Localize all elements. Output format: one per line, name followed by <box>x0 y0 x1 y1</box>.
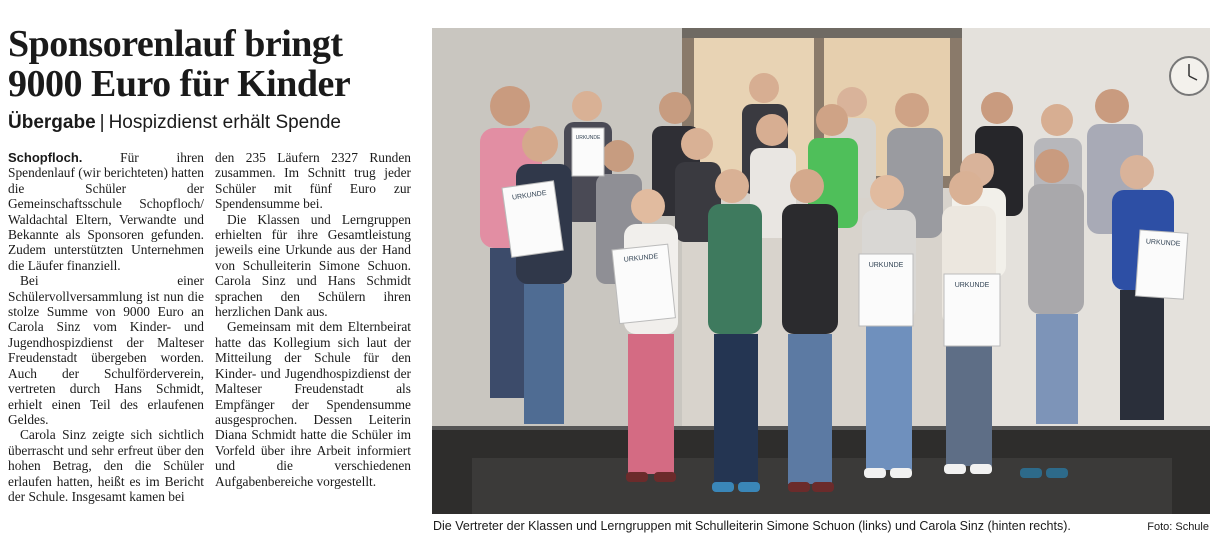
paragraph: Carola Sinz zeigte sich sichtlich überrascht und sehr erfreut über den hohen Betrag, den die Schüler erlaufen hatten, heißt es im Bericht der Schule. Insgesamt kamen bei <box>8 427 204 504</box>
photo-caption: Die Vertreter der Klassen und Lerngruppen mit Schulleiterin Simone Schuon (links) und Carola Sinz (hinten rechts). <box>433 519 1071 533</box>
photo-credit: Foto: Schule <box>1147 521 1209 533</box>
paragraph: Bei einer Schülervollversammlung ist nun die stolze Summe von 9000 Euro an Carola Sinz vom Kinder- und Jugendhospizdienst der Malteser Freudenstadt übergeben worden. Auch der Schulförderverein, vertreten durch Hans Schmidt, erhielt einen Teil des erlaufenen Geldes. <box>8 273 204 427</box>
certificate-label: URKUNDE <box>868 262 904 269</box>
paragraph: Die Klassen und Lerngruppen erhielten für ihre Gesamtleistung jeweils eine Urkunde aus der Hand von Schulleiterin Simone Schuon. Carola Sinz und Hans Schmidt sprachen den Schülern ihren herzlichen Dank aus. <box>215 211 411 320</box>
group-photo <box>432 28 1210 514</box>
certificate-label: URKUNDE <box>1145 238 1181 248</box>
paragraph: Gemeinsam mit dem Elternbeirat hatte das Kollegium sich laut der Mitteilung der Schule für den Kinder- und Jugendhospizdienst der Malteser Freudenstadt als Empfänger der Spendensumme ausgesprochen. Dessen Leiterin Diana Schmidt hatte die Schüler im Vorfeld über ihre Arbeit informiert und die verschiedenen Aufgabenbereiche vorgestellt. <box>215 319 411 489</box>
dateline: Schopfloch. <box>8 150 83 165</box>
certificate-label: URKUNDE <box>511 189 547 202</box>
kicker: Übergabe <box>8 112 96 133</box>
group-photo-illustration <box>432 28 1210 514</box>
paragraph <box>8 150 204 273</box>
kicker-separator: | <box>99 112 105 133</box>
certificate-label: URKUNDE <box>623 253 659 264</box>
paragraph: den 235 Läufern 2327 Runden zusammen. Im Schnitt trug jeder Schüler mit fünf Euro zur Spendensumme bei. <box>215 150 411 212</box>
headline: Sponsorenlauf bringt 9000 Euro für Kinder <box>8 23 351 105</box>
certificate-label: URKUNDE <box>954 282 990 289</box>
certificate-label: URKUNDE <box>575 135 601 141</box>
article-column-1 <box>8 150 204 542</box>
subheadline <box>8 111 418 135</box>
subheadline-text: Hospizdienst erhält Spende <box>108 112 341 133</box>
article-column-2 <box>215 150 411 542</box>
paragraph-text: Für ihren Spendenlauf (wir berichteten) hatten die Schüler der Gemeinschaftsschule Schopfloch/ Waldachtal Eltern, Verwandte und Bekannte als Sponsoren gefunden. Zudem unterstützten Unternehmen die Läufer finanziell. <box>8 150 204 273</box>
